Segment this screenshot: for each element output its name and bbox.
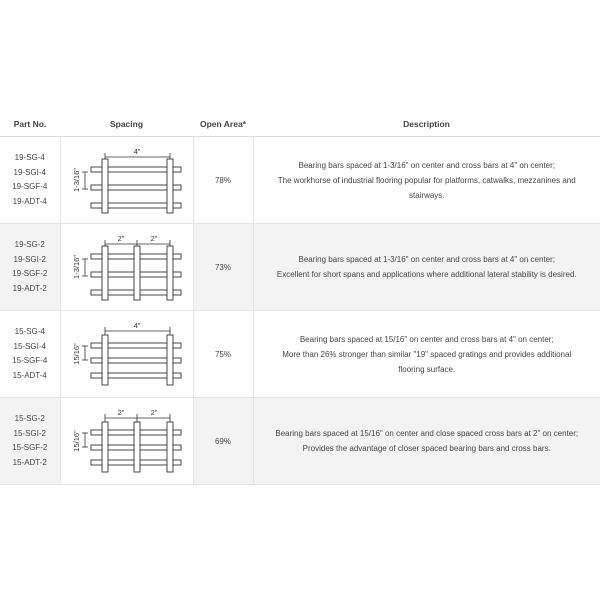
description-cell bbox=[253, 311, 600, 398]
table-row bbox=[0, 398, 600, 485]
header-spacing: Spacing bbox=[60, 112, 193, 137]
description-cell bbox=[253, 137, 600, 224]
dimension-arrow-vertical bbox=[82, 259, 88, 276]
description-line: Bearing bars spaced at 1-3/16" on center and cross bars at 4" on center; bbox=[298, 160, 555, 170]
table-header-row bbox=[0, 112, 600, 137]
table-row bbox=[0, 311, 600, 398]
spacing-diagram-cell bbox=[60, 398, 193, 485]
open-area-value: 73% bbox=[193, 224, 253, 311]
part-numbers bbox=[0, 311, 60, 398]
part-number: 19-SGI-2 bbox=[13, 254, 46, 264]
description-line: Bearing bars spaced at 1-3/16" on center and cross bars at 4" on center; bbox=[298, 255, 555, 264]
dimension-arrow-vertical bbox=[82, 346, 88, 360]
description-line: Excellent for short spans and applications where additional lateral stability is desired. bbox=[276, 270, 577, 279]
spacing-diagram bbox=[67, 145, 187, 215]
part-number: 19-SGF-4 bbox=[12, 182, 48, 191]
part-number: 15-SG-2 bbox=[14, 414, 45, 423]
dimension-arrow-horizontal bbox=[105, 414, 170, 422]
open-area-value: 78% bbox=[193, 137, 253, 224]
part-number: 15-SGI-2 bbox=[13, 428, 46, 438]
part-numbers bbox=[0, 137, 60, 224]
cross-bar-spacing-label: 4" bbox=[133, 147, 140, 156]
header-part-no: Part No. bbox=[0, 112, 60, 137]
table-row bbox=[0, 137, 600, 224]
part-number: 15-ADT-4 bbox=[12, 370, 47, 380]
bearing-bar-spacing-label: 15/16" bbox=[71, 430, 81, 452]
cross-bar-spacing-label: 2" bbox=[117, 234, 124, 243]
cross-bar-spacing-label: 4" bbox=[133, 321, 140, 330]
description-cell bbox=[253, 398, 600, 485]
spacing-diagram bbox=[67, 319, 187, 389]
part-number: 19-SG-2 bbox=[14, 240, 45, 249]
cross-bar-spacing-label: 2" bbox=[117, 408, 124, 417]
spacing-diagram bbox=[67, 406, 187, 476]
part-number: 15-ADT-2 bbox=[12, 457, 47, 467]
part-numbers bbox=[0, 224, 60, 311]
open-area-value: 69% bbox=[193, 398, 253, 485]
description-line: Provides the advantage of closer spaced bearing bars and cross bars. bbox=[302, 444, 551, 453]
header-description: Description bbox=[253, 112, 600, 137]
dimension-arrow-vertical bbox=[82, 433, 88, 447]
table-row bbox=[0, 224, 600, 311]
open-area-value: 75% bbox=[193, 311, 253, 398]
part-number: 19-SG-4 bbox=[14, 153, 45, 162]
spacing-diagram-cell bbox=[60, 137, 193, 224]
description-line: More than 26% stronger than similar "19" spaced gratings and provides additional bbox=[282, 349, 572, 359]
bearing-bar-spacing-label: 1-3/16" bbox=[71, 168, 81, 192]
grating-spec-table bbox=[0, 112, 600, 485]
part-number: 19-SGI-4 bbox=[13, 167, 46, 177]
part-number: 19-ADT-4 bbox=[12, 196, 47, 206]
description-line: Bearing bars spaced at 15/16" on center and close spaced cross bars at 2" on center; bbox=[275, 429, 579, 438]
spacing-diagram-cell bbox=[60, 224, 193, 311]
part-number: 15-SG-4 bbox=[14, 327, 45, 336]
description-line: Bearing bars spaced at 15/16" on center and cross bars at 4" on center; bbox=[299, 334, 554, 344]
spacing-diagram-cell bbox=[60, 311, 193, 398]
part-number: 15-SGF-4 bbox=[12, 356, 48, 365]
description-line: The workhorse of industrial flooring popular for platforms, catwalks, mezzanines and bbox=[277, 175, 576, 185]
part-numbers bbox=[0, 398, 60, 485]
header-open-area: Open Area* bbox=[193, 112, 253, 137]
description-line: stairways. bbox=[408, 190, 445, 200]
cross-bar-spacing-label: 2" bbox=[150, 408, 157, 417]
dimension-arrow-vertical bbox=[82, 172, 88, 189]
description-cell bbox=[253, 224, 600, 311]
part-number: 19-SGF-2 bbox=[12, 269, 48, 278]
cross-bar-spacing-label: 2" bbox=[150, 234, 157, 243]
bearing-bar-spacing-label: 1-3/16" bbox=[71, 255, 81, 279]
part-number: 15-SGF-2 bbox=[12, 443, 48, 452]
description-line: flooring surface. bbox=[398, 364, 456, 374]
spacing-diagram bbox=[67, 232, 187, 302]
bearing-bar-spacing-label: 15/16" bbox=[71, 343, 81, 365]
part-number: 15-SGI-4 bbox=[13, 341, 46, 351]
part-number: 19-ADT-2 bbox=[12, 283, 47, 293]
